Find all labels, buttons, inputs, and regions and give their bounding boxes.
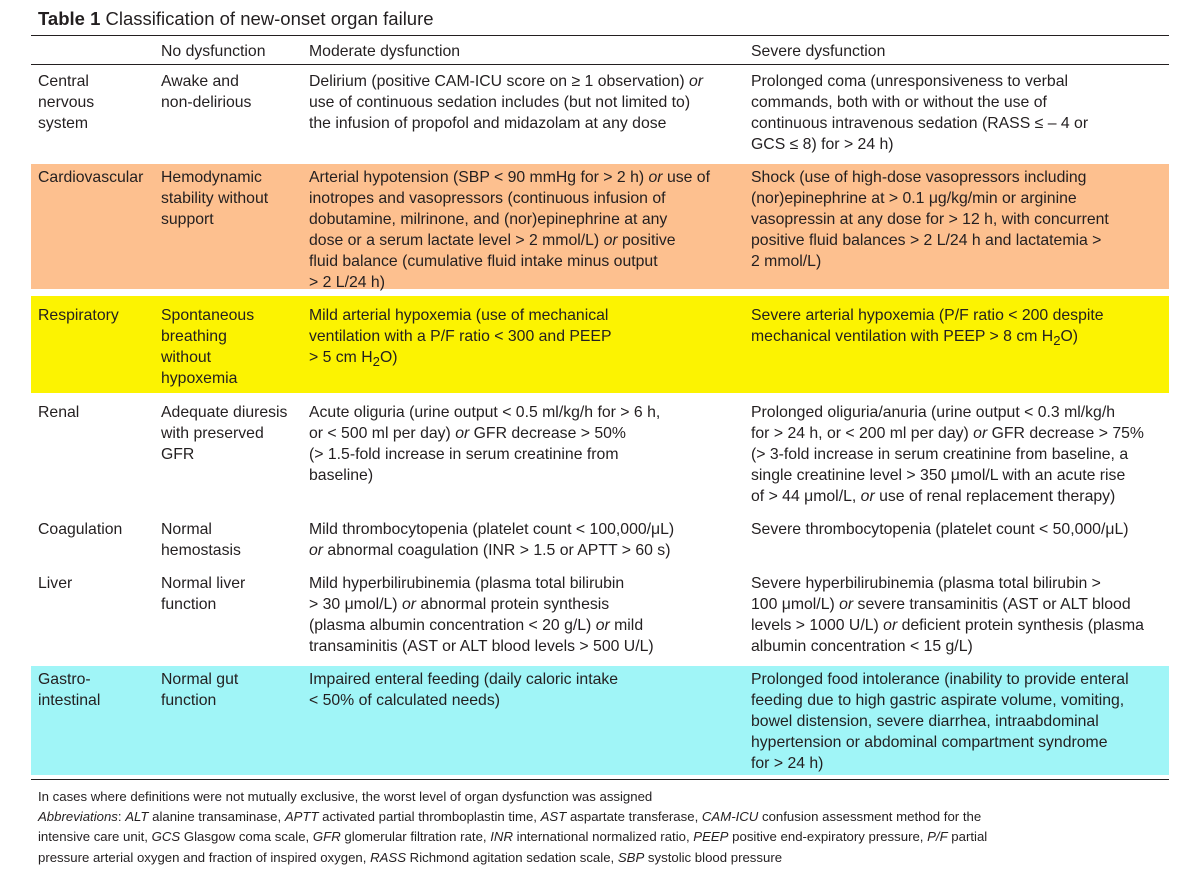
- moderate-dysfunction-cell: Delirium (positive CAM-ICU score on ≥ 1 observation) or use of continuous sedation includes (but not limited to) the infusion of propofol and midazolam at any dose: [309, 73, 704, 133]
- severe-dysfunction-cell: Severe arterial hypoxemia (P/F ratio < 200 despite mechanical ventilation with PEEP > 8 cm $H_2O$): [751, 307, 1104, 349]
- organ-cell: Renal: [38, 404, 80, 421]
- severe-dysfunction-cell: Prolonged coma (unresponsiveness to verbal commands, both with or without the use of continuous intravenous sedation (RASS ≤ – 4 or GCS ≤ 8) for > 24 h): [751, 73, 1089, 154]
- moderate-dysfunction-cell: Mild thrombocytopenia (platelet count < 100,000/μL) or abnormal coagulation (INR > 1.5 or APTT > 60 s): [309, 521, 675, 560]
- table-label: Table 1: [38, 8, 101, 29]
- table-footnotes: [38, 787, 987, 868]
- organ-cell: Liver: [38, 575, 73, 592]
- header-severe-dysfunction: Severe dysfunction: [751, 43, 886, 60]
- table-title: [38, 8, 434, 30]
- organ-cell: Coagulation: [38, 521, 123, 538]
- severe-dysfunction-cell: Prolonged oliguria/anuria (urine output < 0.3 ml/kg/h for > 24 h, or < 200 ml per day) or GFR decrease > 75% (> 3-fold increase in serum creatinine from baseline, a single creatinine level > 350 μmol/L with an acute rise of > 44 μmol/L, or use of renal replacement therapy): [751, 404, 1144, 506]
- severe-dysfunction-cell: Shock (use of high-dose vasopressors including (nor)epinephrine at > 0.1 μg/kg/min or arginine vasopressin at any dose for > 12 h, with concurrent positive fluid balances > 2 L/24 h and lactatemia > 2 mmol/L): [751, 169, 1109, 271]
- header-no-dysfunction: No dysfunction: [161, 43, 266, 60]
- organ-cell: Cardiovascular: [38, 169, 144, 186]
- organ-cell: Gastro- intestinal: [38, 671, 101, 710]
- bottom-rule: [31, 779, 1169, 780]
- no-dysfunction-cell: Awake and non-delirious: [161, 73, 252, 112]
- moderate-dysfunction-cell: Mild arterial hypoxemia (use of mechanical ventilation with a P/F ratio < 300 and PEEP > 5 cm $H_2O$): [309, 307, 612, 370]
- moderate-dysfunction-cell: Mild hyperbilirubinemia (plasma total bilirubin > 30 μmol/L) or abnormal protein synthesis (plasma albumin concentration < 20 g/L) or mild transaminitis (AST or ALT blood levels > 500 U/L): [309, 575, 654, 656]
- organ-cell: Respiratory: [38, 307, 119, 324]
- top-rule: [31, 35, 1169, 36]
- no-dysfunction-cell: Adequate diuresis with preserved GFR: [161, 404, 288, 464]
- no-dysfunction-cell: Normal gut function: [161, 671, 239, 710]
- abbreviations-text: Abbreviations: ALT alanine transaminase, APTT activated partial thromboplastin time, AST aspartate transferase, CAM-ICU confusion assessment method for the intensive care unit, GCS Glasgow coma scale, GFR glomerular filtration rate, INR international normalized ratio, PEEP positive end-expiratory pressure, P/F partial pressure arterial oxygen and fraction of inspired oxygen, RASS Richmond agitation sedation scale, SBP systolic blood pressure: [38, 809, 988, 865]
- moderate-dysfunction-cell: Impaired enteral feeding (daily caloric intake < 50% of calculated needs): [309, 671, 619, 710]
- no-dysfunction-cell: Normal liver function: [161, 575, 246, 614]
- moderate-dysfunction-cell: Acute oliguria (urine output < 0.5 ml/kg/h for > 6 h, or < 500 ml per day) or GFR decrease > 50% (> 1.5-fold increase in serum creatinine from baseline): [309, 404, 661, 485]
- organ-cell: Central nervous system: [38, 73, 95, 133]
- severe-dysfunction-cell: Severe thrombocytopenia (platelet count < 50,000/μL): [751, 521, 1129, 538]
- footnote-text: In cases where definitions were not mutually exclusive, the worst level of organ dysfunction was assigned: [38, 789, 653, 804]
- severe-dysfunction-cell: Prolonged food intolerance (inability to provide enteral feeding due to high gastric aspirate volume, vomiting, bowel distension, severe diarrhea, intraabdominal hypertension or abdominal compartment syndrome for > 24 h): [751, 671, 1129, 773]
- no-dysfunction-cell: Normal hemostasis: [161, 521, 241, 560]
- header-rule: [31, 64, 1169, 65]
- no-dysfunction-cell: Spontaneous breathing without hypoxemia: [161, 307, 255, 388]
- no-dysfunction-cell: Hemodynamic stability without support: [161, 169, 269, 229]
- moderate-dysfunction-cell: Arterial hypotension (SBP < 90 mmHg for > 2 h) or use of inotropes and vasopressors (continuous infusion of dobutamine, milrinone, and (nor)epinephrine at any dose or a serum lactate level > 2 mmol/L) or positive fluid balance (cumulative fluid intake minus output > 2 L/24 h): [309, 169, 710, 292]
- severe-dysfunction-cell: Severe hyperbilirubinemia (plasma total bilirubin > 100 μmol/L) or severe transaminitis (AST or ALT blood levels > 1000 U/L) or deficient protein synthesis (plasma albumin concentration < 15 g/L): [751, 575, 1144, 656]
- table-caption: Classification of new-onset organ failure: [105, 8, 434, 29]
- header-moderate-dysfunction: Moderate dysfunction: [309, 43, 461, 60]
